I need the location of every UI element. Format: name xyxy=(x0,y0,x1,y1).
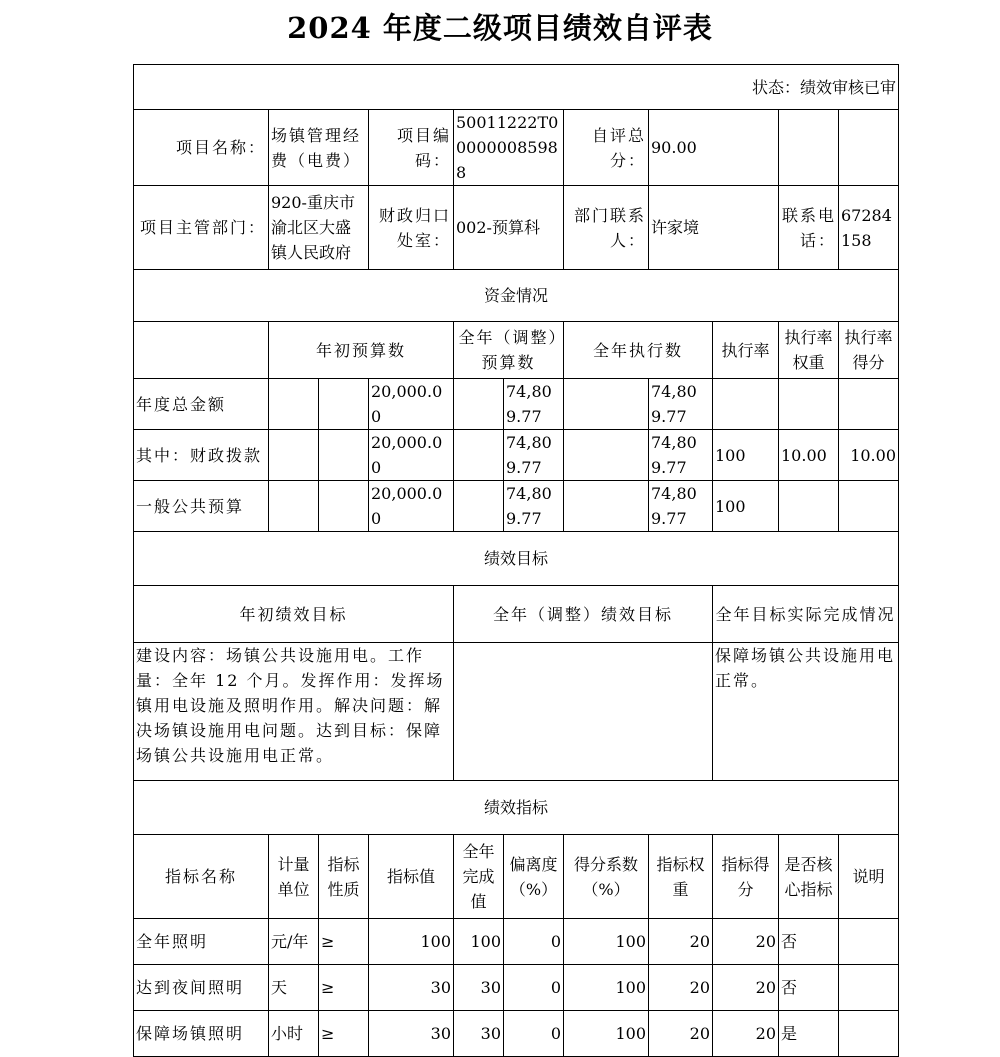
funds-header-initial: 年初预算数 xyxy=(269,322,454,379)
ind-row-coef: 100 xyxy=(564,919,649,965)
ind-row-coef: 100 xyxy=(564,1011,649,1057)
ind-row-deviation: 0 xyxy=(504,965,564,1011)
ind-row-name: 全年照明 xyxy=(134,919,269,965)
goals-adjusted-text xyxy=(454,643,713,781)
ind-header-unit: 计量单位 xyxy=(269,835,319,919)
goals-header-adjusted: 全年（调整）绩效目标 xyxy=(454,586,713,643)
funds-row-rate: 100 xyxy=(713,430,779,481)
funds-row-score xyxy=(839,379,899,430)
ind-row-score: 20 xyxy=(713,919,779,965)
funds-row-score: 10.00 xyxy=(839,430,899,481)
ind-header-value: 指标值 xyxy=(369,835,454,919)
empty-cell xyxy=(564,430,649,481)
ind-row-score: 20 xyxy=(713,965,779,1011)
self-score-label: 自评总分： xyxy=(564,110,649,186)
goals-initial-text: 建设内容：场镇公共设施用电。工作量：全年 12 个月。发挥作用：发挥场镇用电设施及照明作用。解决问题：解决场镇设施用电问题。达到目标：保障场镇公共设施用电正常。 xyxy=(134,643,454,781)
dept-label: 项目主管部门： xyxy=(134,186,269,270)
funds-header-score: 执行率得分 xyxy=(839,322,899,379)
funds-row-initial: 20,000.00 xyxy=(369,379,454,430)
ind-row-nature: ≥ xyxy=(319,919,369,965)
ind-row-unit: 小时 xyxy=(269,1011,319,1057)
table-row xyxy=(134,430,899,481)
ind-row-name: 达到夜间照明 xyxy=(134,965,269,1011)
empty-cell xyxy=(564,481,649,532)
ind-header-score: 指标得分 xyxy=(713,835,779,919)
ind-header-name: 指标名称 xyxy=(134,835,269,919)
ind-row-weight: 20 xyxy=(649,1011,713,1057)
funds-row-label: 年度总金额 xyxy=(134,379,269,430)
empty-cell xyxy=(134,322,269,379)
table-row xyxy=(134,1011,899,1057)
ind-row-note xyxy=(839,1011,899,1057)
indicators-section-title: 绩效指标 xyxy=(134,781,899,835)
empty-cell xyxy=(564,379,649,430)
ind-row-note xyxy=(839,919,899,965)
ind-row-note xyxy=(839,965,899,1011)
empty-cell xyxy=(319,430,369,481)
funds-row-rate: 100 xyxy=(713,481,779,532)
funds-row-adjusted: 74,809.77 xyxy=(504,430,564,481)
funds-row-weight: 10.00 xyxy=(779,430,839,481)
ind-row-coef: 100 xyxy=(564,965,649,1011)
empty-cell xyxy=(839,110,899,186)
funds-row-initial: 20,000.00 xyxy=(369,430,454,481)
ind-row-deviation: 0 xyxy=(504,1011,564,1057)
empty-cell xyxy=(454,379,504,430)
finance-value: 002-预算科 xyxy=(454,186,564,270)
funds-row-executed: 74,809.77 xyxy=(649,379,713,430)
funds-row-initial: 20,000.00 xyxy=(369,481,454,532)
empty-cell xyxy=(319,379,369,430)
status-text: 状态：绩效审核已审 xyxy=(134,65,899,110)
ind-header-nature: 指标性质 xyxy=(319,835,369,919)
project-name-value: 场镇管理经费（电费） xyxy=(269,110,369,186)
ind-row-weight: 20 xyxy=(649,965,713,1011)
contact-value: 许家境 xyxy=(649,186,779,270)
page-title: 2024 年度二级项目绩效自评表 xyxy=(287,11,713,45)
ind-header-actual: 全年完成值 xyxy=(454,835,504,919)
goals-section-title: 绩效目标 xyxy=(134,532,899,586)
funds-row-weight xyxy=(779,481,839,532)
empty-cell xyxy=(269,430,319,481)
finance-label: 财政归口处室： xyxy=(369,186,454,270)
self-score-value: 90.00 xyxy=(649,110,779,186)
ind-header-coef: 得分系数（%） xyxy=(564,835,649,919)
funds-section-title: 资金情况 xyxy=(134,270,899,322)
evaluation-table xyxy=(133,64,899,1057)
ind-row-actual: 100 xyxy=(454,919,504,965)
phone-label: 联系电话： xyxy=(779,186,839,270)
ind-row-nature: ≥ xyxy=(319,1011,369,1057)
ind-row-score: 20 xyxy=(713,1011,779,1057)
funds-row-rate xyxy=(713,379,779,430)
ind-row-name: 保障场镇照明 xyxy=(134,1011,269,1057)
empty-cell xyxy=(269,481,319,532)
funds-header-executed: 全年执行数 xyxy=(564,322,713,379)
ind-header-core: 是否核心指标 xyxy=(779,835,839,919)
ind-header-deviation: 偏离度（%） xyxy=(504,835,564,919)
funds-header-rate: 执行率 xyxy=(713,322,779,379)
ind-row-value: 30 xyxy=(369,1011,454,1057)
funds-row-label: 其中：财政拨款 xyxy=(134,430,269,481)
goals-header-actual: 全年目标实际完成情况 xyxy=(713,586,899,643)
project-code-value: 50011222T000000085988 xyxy=(454,110,564,186)
empty-cell xyxy=(779,110,839,186)
ind-row-deviation: 0 xyxy=(504,919,564,965)
funds-row-score xyxy=(839,481,899,532)
project-name-label: 项目名称： xyxy=(134,110,269,186)
ind-row-nature: ≥ xyxy=(319,965,369,1011)
ind-row-weight: 20 xyxy=(649,919,713,965)
funds-row-label: 一般公共预算 xyxy=(134,481,269,532)
goals-actual-text: 保障场镇公共设施用电正常。 xyxy=(713,643,899,781)
funds-row-executed: 74,809.77 xyxy=(649,430,713,481)
funds-header-adjusted: 全年（调整）预算数 xyxy=(454,322,564,379)
table-row xyxy=(134,379,899,430)
ind-row-core: 是 xyxy=(779,1011,839,1057)
empty-cell xyxy=(269,379,319,430)
funds-row-adjusted: 74,809.77 xyxy=(504,379,564,430)
goals-header-initial: 年初绩效目标 xyxy=(134,586,454,643)
empty-cell xyxy=(454,481,504,532)
ind-row-unit: 元/年 xyxy=(269,919,319,965)
ind-header-weight: 指标权重 xyxy=(649,835,713,919)
table-row xyxy=(134,481,899,532)
funds-row-weight xyxy=(779,379,839,430)
ind-row-core: 否 xyxy=(779,919,839,965)
ind-row-core: 否 xyxy=(779,965,839,1011)
dept-value: 920-重庆市渝北区大盛镇人民政府 xyxy=(269,186,369,270)
phone-value: 67284158 xyxy=(839,186,899,270)
ind-row-actual: 30 xyxy=(454,1011,504,1057)
empty-cell xyxy=(454,430,504,481)
ind-row-unit: 天 xyxy=(269,965,319,1011)
funds-row-adjusted: 74,809.77 xyxy=(504,481,564,532)
ind-row-actual: 30 xyxy=(454,965,504,1011)
table-row xyxy=(134,965,899,1011)
funds-header-weight: 执行率权重 xyxy=(779,322,839,379)
ind-header-note: 说明 xyxy=(839,835,899,919)
ind-row-value: 100 xyxy=(369,919,454,965)
project-code-label: 项目编码： xyxy=(369,110,454,186)
funds-row-executed: 74,809.77 xyxy=(649,481,713,532)
ind-row-value: 30 xyxy=(369,965,454,1011)
empty-cell xyxy=(319,481,369,532)
table-row xyxy=(134,919,899,965)
contact-label: 部门联系人： xyxy=(564,186,649,270)
